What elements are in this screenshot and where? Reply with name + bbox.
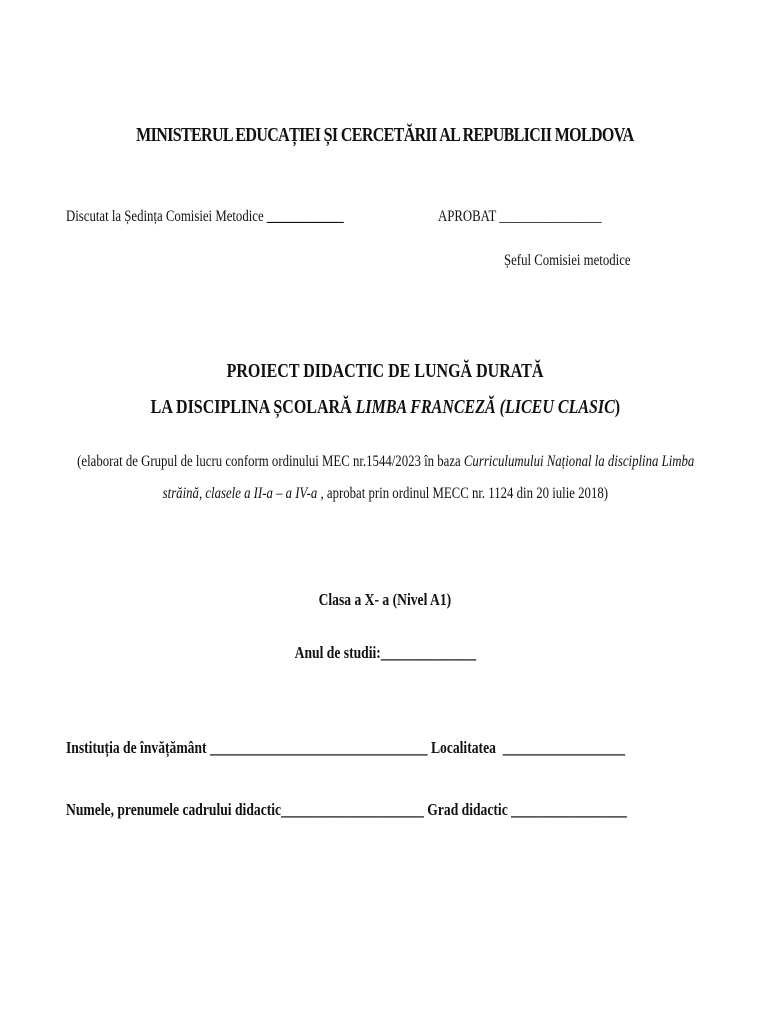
discussed-label: Discutat la Ședința Comisiei Metodice (66, 208, 264, 225)
title-line2-prefix: LA DISCIPLINA ȘCOLARĂ (150, 396, 356, 418)
ministry-title: MINISTERUL EDUCAȚIEI ȘI CERCETĂRII AL REPUBLICII MOLDOVA (136, 124, 634, 146)
study-year-blank: ______________ (380, 643, 476, 662)
institution-blank: ________________________________ (209, 738, 428, 757)
class-value: Clasa a X- a (Nivel A1) (318, 590, 452, 609)
institution-line (66, 738, 765, 758)
discussed-blank: ____________ (266, 208, 344, 225)
class-line (0, 590, 770, 610)
elaboration-italic-2: străină, clasele a II-a – a IV-a (162, 485, 317, 502)
teacher-blank: _____________________ (281, 800, 424, 819)
signer-title: Șeful Comisiei metodice (504, 252, 631, 269)
locality-blank: __________________ (502, 738, 626, 757)
title-line2-suffix: ) (614, 396, 620, 418)
elaboration-text-2: , aprobat prin ordinul MECC nr. 1124 din 20 iulie 2018) (316, 485, 608, 502)
signer-line (504, 252, 662, 270)
elaboration-line2 (0, 485, 770, 503)
approved-line (438, 208, 643, 226)
grade-label: Grad didactic (427, 800, 508, 819)
teacher-label: Numele, prenumele cadrului didactic (66, 800, 282, 819)
document-title-line1 (0, 360, 770, 383)
approved-blank: ________________ (499, 208, 602, 225)
discussed-line (66, 208, 413, 226)
ministry-header (0, 124, 770, 147)
teacher-line (66, 800, 767, 820)
institution-label: Instituția de învățământ (66, 738, 207, 757)
study-year-line (0, 643, 770, 663)
study-year-label: Anul de studii: (294, 643, 381, 662)
approved-label: APROBAT (438, 208, 497, 225)
title-line1: PROIECT DIDACTIC DE LUNGĂ DURATĂ (226, 360, 544, 382)
locality-label: Localitatea (430, 738, 496, 757)
elaboration-line1 (0, 453, 770, 471)
grade-blank: _________________ (511, 800, 627, 819)
elaboration-italic-1: Curriculumului Național la disciplina Limba (463, 453, 695, 470)
elaboration-text-1: (elaborat de Grupul de lucru conform ordinului MEC nr.1544/2023 în baza (77, 453, 464, 470)
document-title-line2 (0, 396, 770, 419)
title-subject: LIMBA FRANCEZĂ (LICEU CLASIC (355, 396, 615, 418)
